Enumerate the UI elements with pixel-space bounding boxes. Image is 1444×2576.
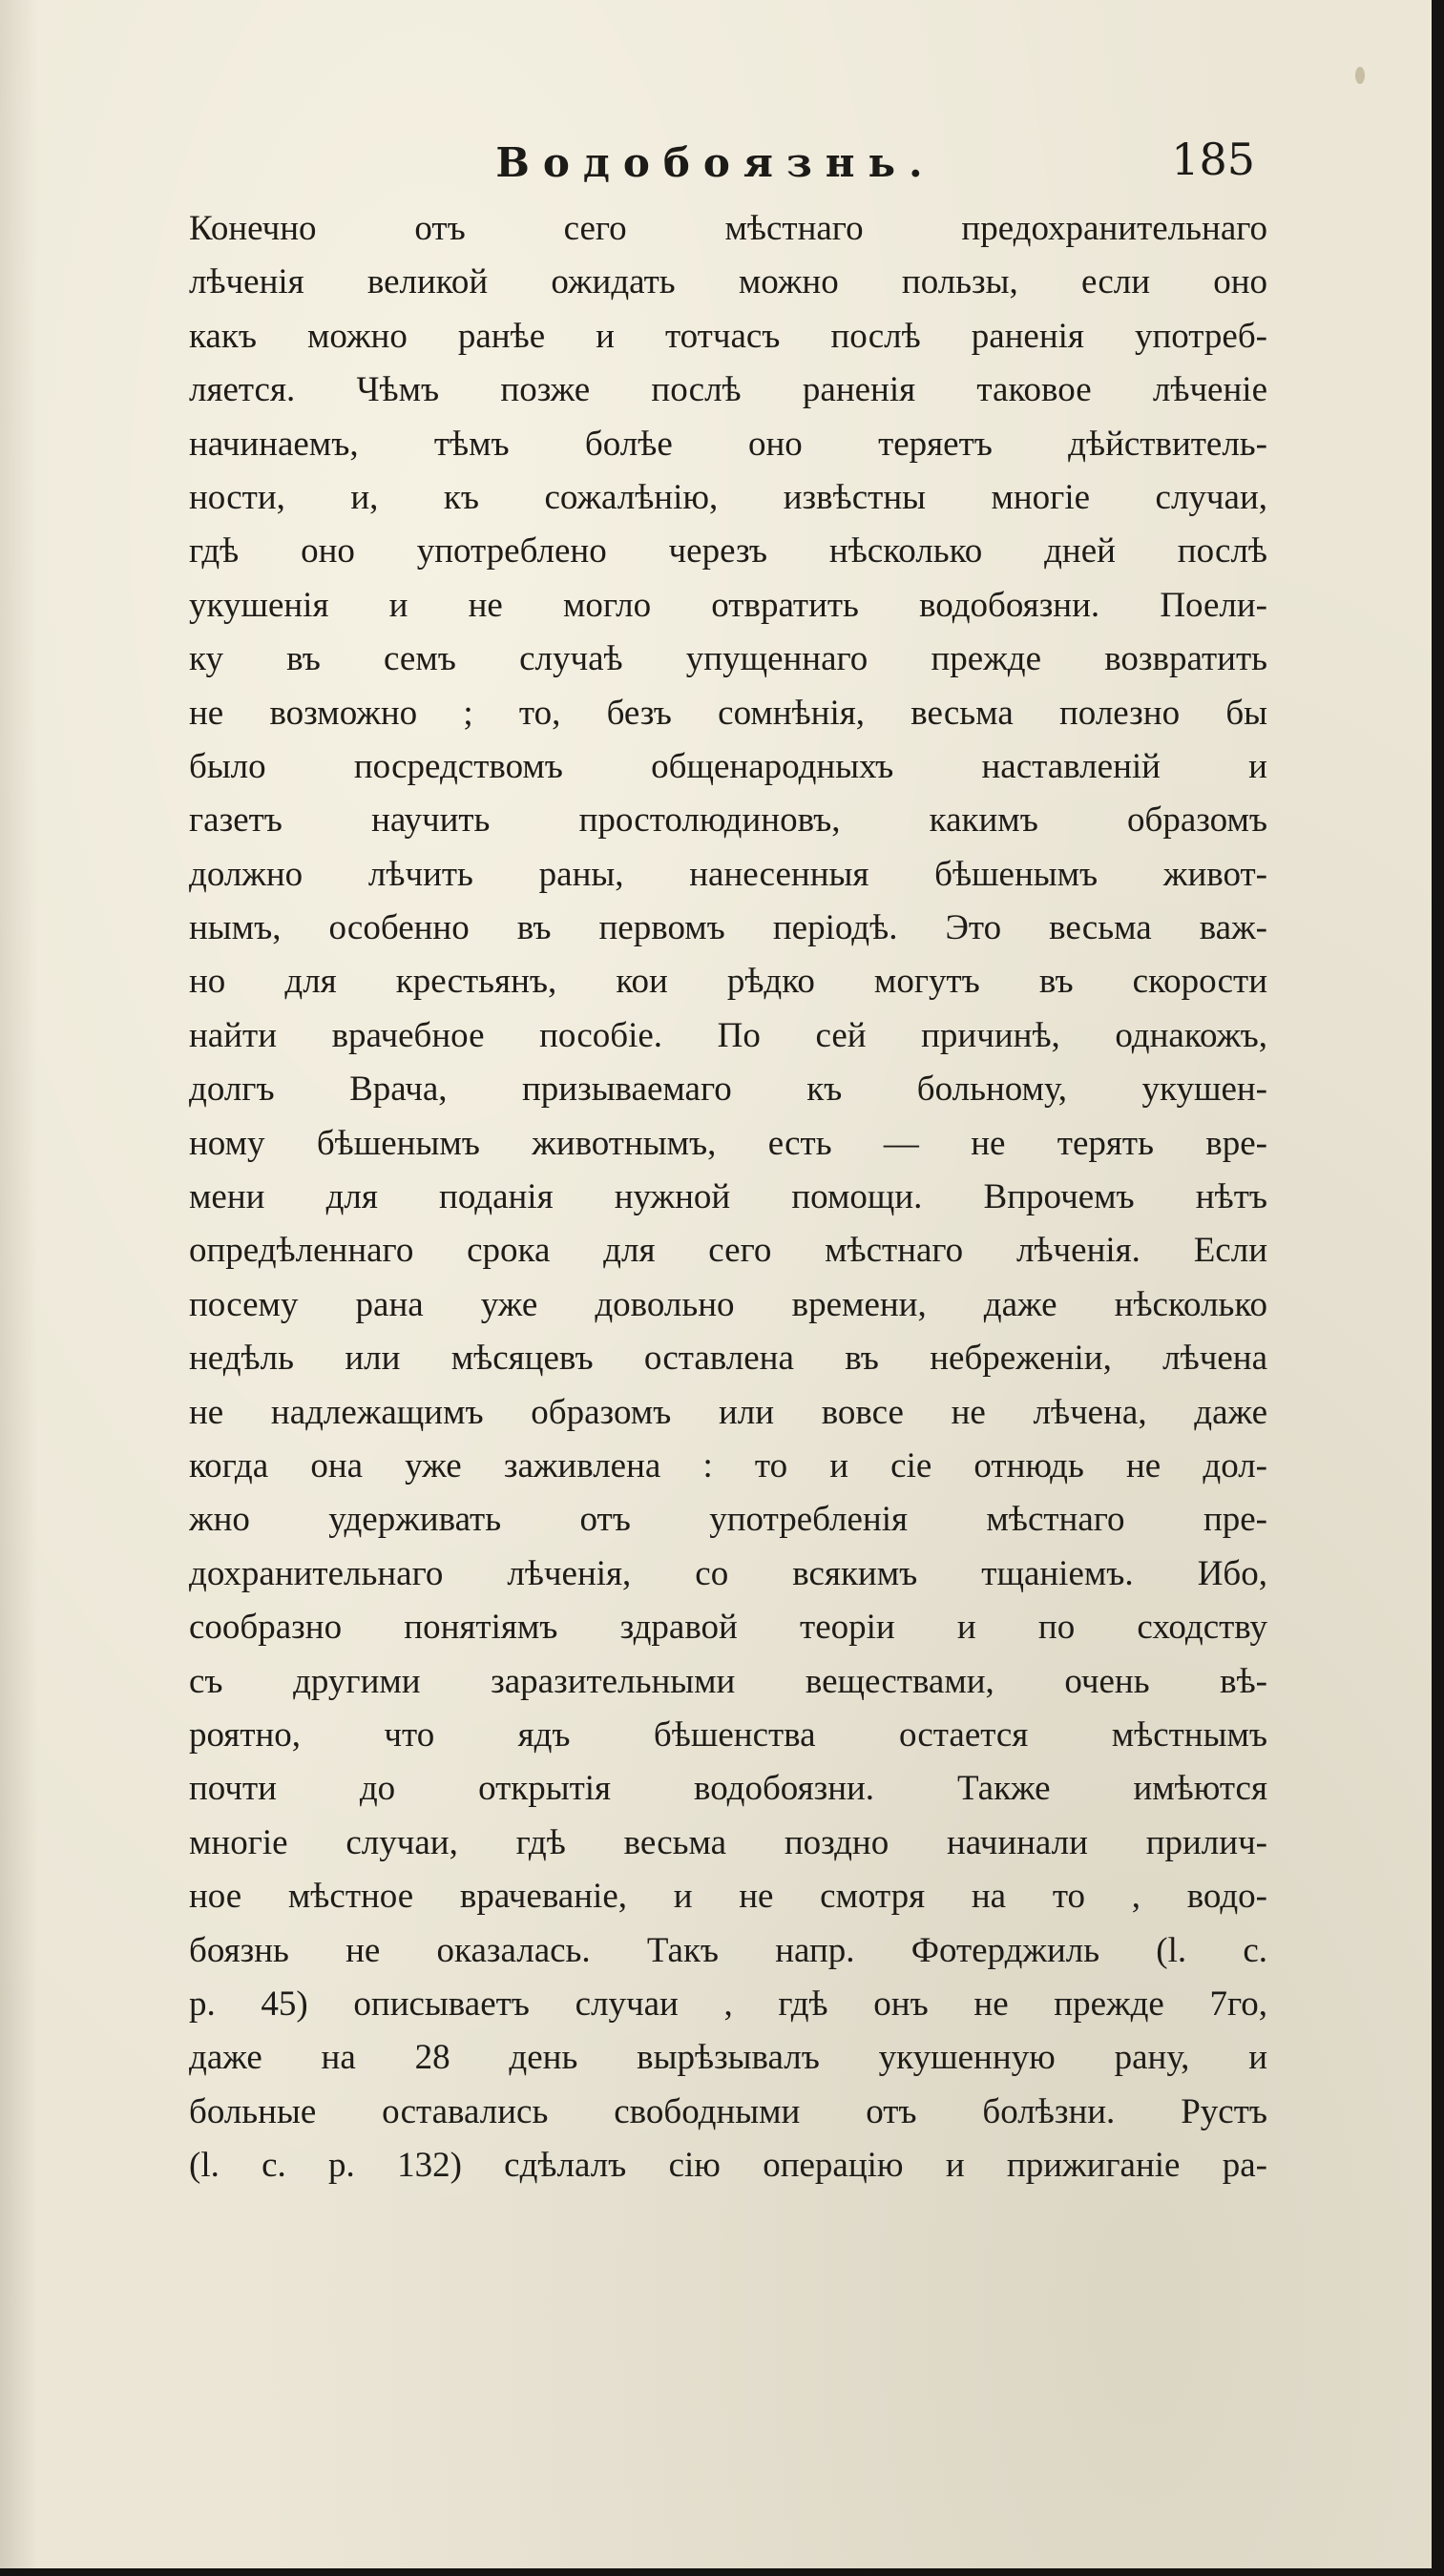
paper-blemish [1355, 67, 1365, 84]
text-line: ному бѣшенымъ животнымъ, есть — не терять вре- [189, 1123, 1267, 1163]
text-line: должно лѣчить раны, нанесенныя бѣшенымъ живот- [189, 854, 1267, 894]
text-line: недѣль или мѣсяцевъ оставлена въ небреженіи, лѣчена [189, 1339, 1267, 1379]
text-line: дохранительнаго лѣченія, со всякимъ тщаніемъ. Ибо, [189, 1553, 1267, 1593]
text-line: многіе случаи, гдѣ весьма поздно начинали прилич- [189, 1822, 1267, 1862]
text-line: найти врачебное пособіе. По сей причинѣ, однакожъ, [189, 1015, 1267, 1055]
text-line: сообразно понятіямъ здравой теоріи и по сходству [189, 1608, 1267, 1648]
text-line: съ другими заразительными веществами, очень вѣ- [189, 1661, 1267, 1701]
text-line: роятно, что ядъ бѣшенства остается мѣстнымъ [189, 1714, 1267, 1755]
text-line: больные оставались свободными отъ болѣзни. Рустъ [189, 2091, 1267, 2131]
text-line: не возможно ; то, безъ сомнѣнія, весьма полезно бы [189, 693, 1267, 733]
text-line: жно удерживать отъ употребленія мѣстнаго пре- [189, 1500, 1267, 1540]
text-line: не надлежащимъ образомъ или вовсе не лѣчена, даже [189, 1392, 1267, 1432]
body-text [189, 202, 1267, 2192]
text-line: гдѣ оно употреблено черезъ нѣсколько дней послѣ [189, 531, 1267, 571]
page-number: 185 [1171, 134, 1255, 185]
text-line: посему рана уже довольно времени, даже нѣсколько [189, 1284, 1267, 1324]
text-line: Конечно отъ сего мѣстнаго предохранительнаго [189, 209, 1267, 248]
text-line: когда она уже заживлена : то и сіе отнюдь не дол- [189, 1445, 1267, 1485]
text-line: было посредствомъ общенародныхъ наставленій и [189, 746, 1267, 786]
text-line: ное мѣстное врачеваніе, и не смотря на то , водо- [189, 1877, 1267, 1917]
text-line: укушенія и не могло отвратить водобоязни. Поели- [189, 585, 1267, 625]
text-line: долгъ Врача, призываемаго къ больному, укушен- [189, 1070, 1267, 1110]
text-line: газетъ научить простолюдиновъ, какимъ образомъ [189, 800, 1267, 841]
text-line: мени для поданія нужной помощи. Впрочемъ нѣтъ [189, 1177, 1267, 1217]
text-line: лѣченія великой ожидать можно пользы, если оно [189, 262, 1267, 302]
text-line: опредѣленнаго срока для сего мѣстнаго лѣченія. Если [189, 1231, 1267, 1271]
text-line: p. 45) описываетъ случаи , гдѣ онъ не прежде 7го, [189, 1984, 1267, 2024]
text-line: ности, и, къ сожалѣнію, извѣстны многіе случаи, [189, 477, 1267, 517]
text-line: почти до открытія водобоязни. Также имѣются [189, 1769, 1267, 1809]
text-line: боязнь не оказалась. Такъ напр. Фотерджиль (l. c. [189, 1930, 1267, 1970]
text-line: (l. c. p. 132) сдѣлалъ сію операцію и прижиганіе ра- [189, 2146, 1267, 2186]
text-line: какъ можно ранѣе и тотчасъ послѣ раненія употреб- [189, 316, 1267, 356]
text-line: начинаемъ, тѣмъ болѣе оно теряетъ дѣйствитель- [189, 424, 1267, 464]
running-head [0, 134, 1432, 191]
text-line: даже на 28 день вырѣзывалъ укушенную рану, и [189, 2038, 1267, 2078]
running-head-title: Водобоязнь. [495, 139, 936, 186]
text-line: но для крестьянъ, кои рѣдко могутъ въ скорости [189, 962, 1267, 1002]
text-line: ляется. Чѣмъ позже послѣ раненія таковое лѣченіе [189, 370, 1267, 410]
text-line: ку въ семъ случаѣ упущеннаго прежде возвратить [189, 639, 1267, 679]
text-line: нымъ, особенно въ первомъ періодѣ. Это весьма важ- [189, 908, 1267, 948]
